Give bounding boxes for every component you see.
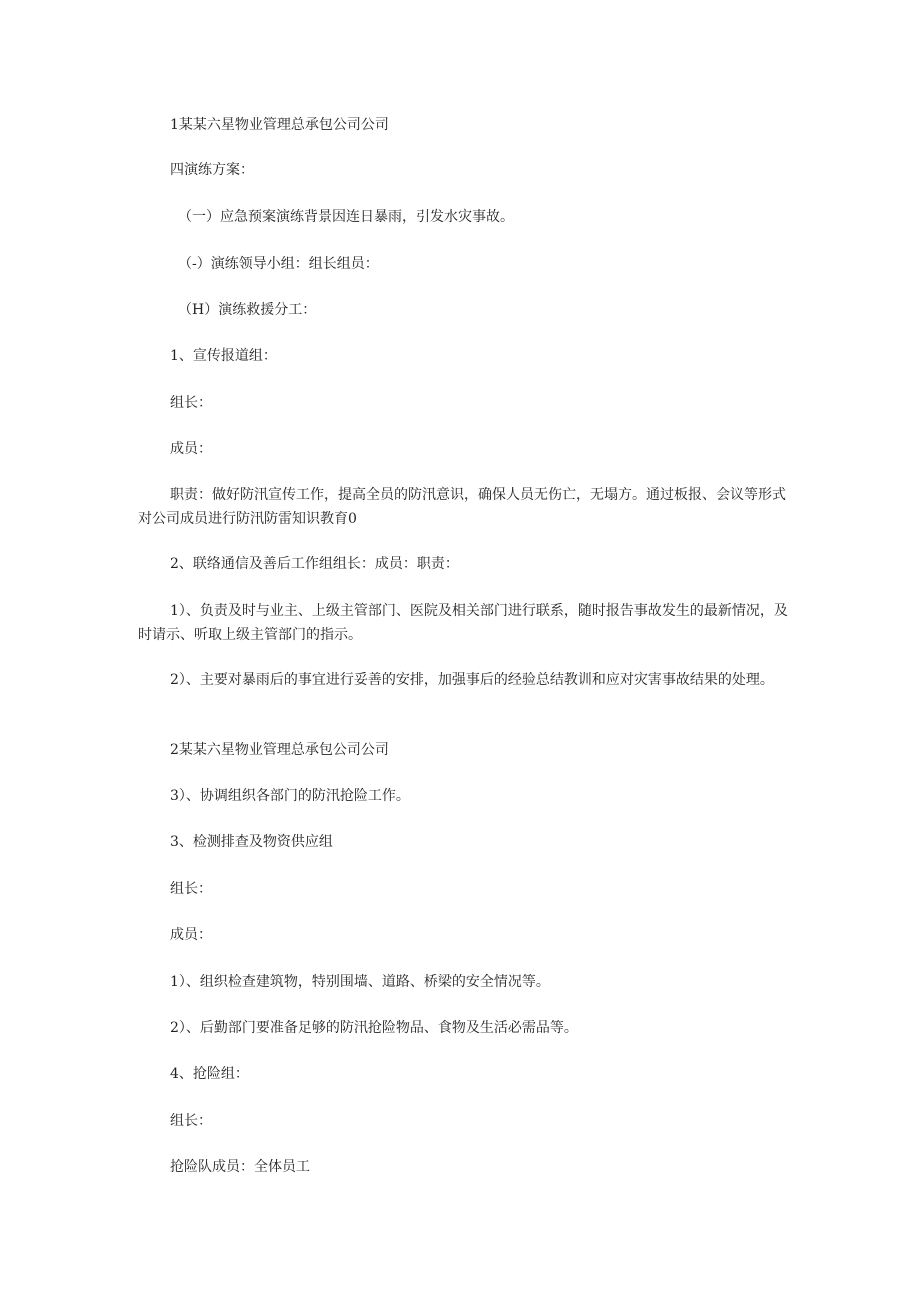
drill-division-heading: （H）演练救援分工： — [178, 302, 317, 318]
group-1-heading: 1、宣传报道组： — [170, 348, 277, 364]
group-1-leader: 组长： — [170, 395, 212, 411]
page-header-1: 1某某六星物业管理总承包公司公司 — [170, 117, 389, 133]
drill-leadership: （-）演练领导小组：组长组员： — [178, 256, 379, 272]
group-3-leader: 组长： — [170, 881, 212, 897]
group-3-heading: 3、检测排查及物资供应组 — [170, 834, 333, 850]
group-2-duty-2: 2）、主要对暴雨后的事宜进行妥善的安排，加强事后的经验总结教训和应对灾害事故结果的处理。 — [170, 672, 774, 688]
group-1-members: 成员： — [170, 441, 212, 457]
group-1-duties: 职责：做好防汛宣传工作，提高全员的防汛意识，确保人员无伤亡，无塌方。通过板报、会议等形式对公司成员进行防汛防雷知识教育0 — [138, 487, 786, 527]
group-3-duty-1: 1）、组织检查建筑物，特别围墙、道路、桥梁的安全情况等。 — [170, 974, 550, 990]
section-title-drill-plan: 四演练方案： — [170, 162, 254, 178]
group-3-duty-2: 2）、后勤部门要准备足够的防汛抢险物品、食物及生活必需品等。 — [170, 1020, 578, 1036]
group-2-heading: 2、联络通信及善后工作组组长：成员：职责： — [170, 556, 459, 572]
group-3-members: 成员： — [170, 927, 212, 943]
group-2-duty-1: 1）、负责及时与业主、上级主管部门、医院及相关部门进行联系，随时报告事故发生的最新情况，及时请示、听取上级主管部门的指示。 — [138, 603, 788, 643]
group-4-heading: 4、抢险组： — [170, 1066, 249, 1082]
page-header-2: 2某某六星物业管理总承包公司公司 — [170, 742, 389, 758]
group-2-duty-3: 3）、协调组织各部门的防汛抢险工作。 — [170, 788, 410, 804]
group-4-leader: 组长： — [170, 1113, 212, 1129]
group-4-members: 抢险队成员：全体员工 — [170, 1159, 310, 1175]
drill-background: （一）应急预案演练背景因连日暴雨，引发水灾事故。 — [178, 209, 514, 225]
